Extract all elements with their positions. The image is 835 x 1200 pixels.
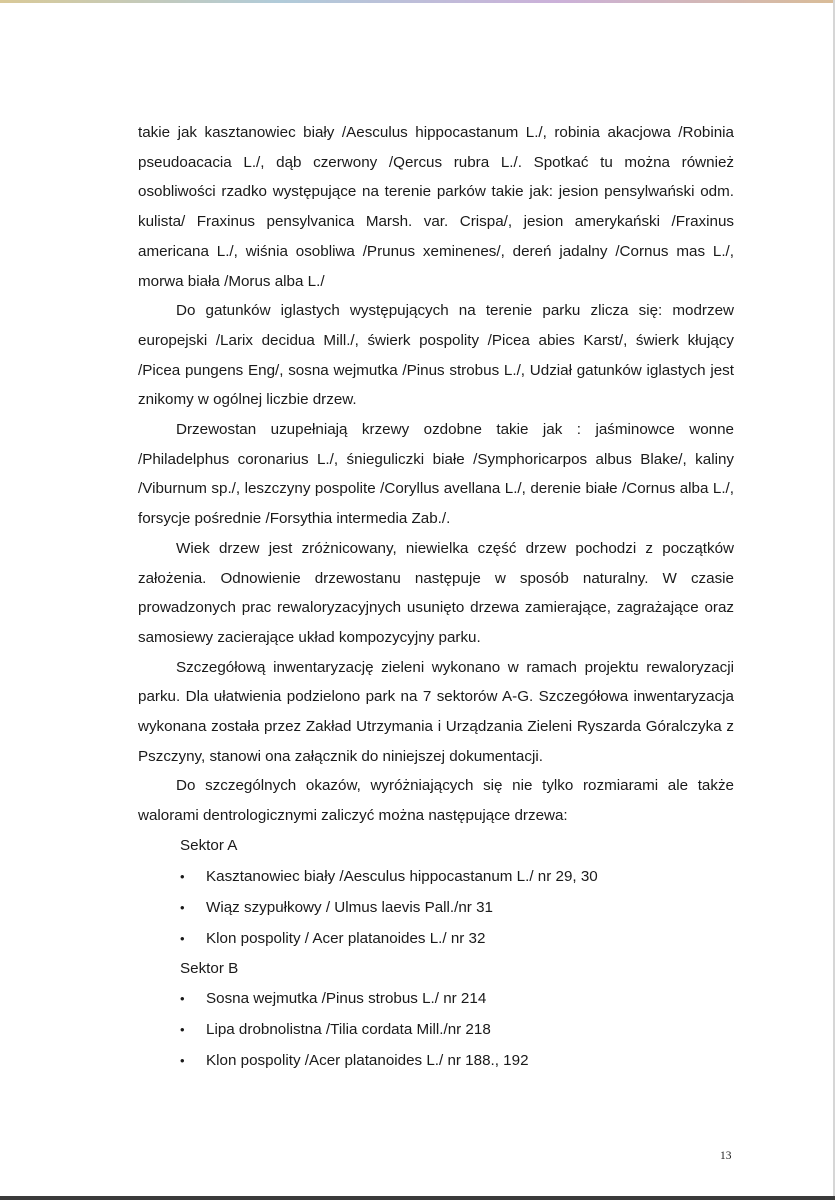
document-body — [138, 118, 734, 1076]
list-item — [180, 892, 734, 923]
list-item — [180, 861, 734, 892]
sector-a-heading: Sektor A — [180, 836, 238, 854]
paragraph-deciduous-species: takie jak kasztanowiec biały /Aesculus hippocastanum L./, robinia akacjowa /Robinia pseudoacacia L./, dąb czerwony /Qercus rubra L./. Spotkać tu można również osobliwości rzadko występujące na terenie parków takie jak: jesion pensylwański odm. kulista/ Fraxinus pensylvanica Marsh. var. Crispa/, jesion amerykański /Fraxinus americana L./, wiśnia osobliwa /Prunus xeminenes/, dereń jadalny /Cornus mas L./, morwa biała /Morus alba L./ — [138, 124, 734, 290]
list-item-text: Sosna wejmutka /Pinus strobus L./ nr 214 — [206, 990, 487, 1008]
bullet-icon: • — [180, 1053, 185, 1069]
sector-b-heading: Sektor B — [180, 959, 239, 977]
paragraph-inventory: Szczegółową inwentaryzację zieleni wykonano w ramach projektu rewaloryzacji parku. Dla ułatwienia podzielono park na 7 sektorów A-G. Szczegółowa inwentaryzacja wykonana została przez Zakład Utrzymania i Urządzania Zieleni Ryszarda Góralczyka z Pszczyny, stanowi ona załącznik do niniejszej dokumentacji. — [138, 658, 734, 765]
list-item-text: Klon pospolity / Acer platanoides L./ nr 32 — [206, 929, 486, 947]
list-item — [180, 923, 734, 954]
scan-edge-top — [0, 0, 835, 3]
list-item-text: Kasztanowiec biały /Aesculus hippocastanum L./ nr 29, 30 — [206, 867, 598, 885]
sector-a-list — [138, 861, 734, 954]
list-item-text: Wiąz szypułkowy / Ulmus laevis Pall./nr 31 — [206, 898, 493, 916]
bullet-icon: • — [180, 899, 185, 915]
paragraph-tree-age: Wiek drzew jest zróżnicowany, niewielka część drzew pochodzi z początków założenia. Odnowienie drzewostanu następuje w sposób naturalny. W czasie prowadzonych prac rewaloryzacyjnych usunięto drzewa zamierające, zagrażające oraz samosiewy zacierające układ kompozycyjny parku. — [138, 539, 734, 646]
bullet-icon: • — [180, 868, 185, 884]
bullet-icon: • — [180, 1022, 185, 1038]
bullet-icon: • — [180, 991, 185, 1007]
paragraph-shrubs: Drzewostan uzupełniają krzewy ozdobne takie jak : jaśminowce wonne /Philadelphus coronarius L./, śnieguliczki białe /Symphoricarpos albus Blake/, kaliny /Viburnum sp./, leszczyny pospolite /Coryllus avellana L./, derenie białe /Cornus alba L./, forsycje pośrednie /Forsythia intermedia Zab./. — [138, 421, 734, 528]
list-item — [180, 983, 734, 1014]
paragraph-conifer-species: Do gatunków iglastych występujących na terenie parku zlicza się: modrzew europejski /Larix decidua Mill./, świerk pospolity /Picea abies Karst/, świerk kłujący /Picea pungens Eng/, sosna wejmutka /Pinus strobus L./, Udział gatunków iglastych jest znikomy w ogólnej liczbie drzew. — [138, 302, 734, 409]
bullet-icon: • — [180, 930, 185, 946]
list-item-text: Klon pospolity /Acer platanoides L./ nr 188., 192 — [206, 1052, 529, 1070]
list-item-text: Lipa drobnolistna /Tilia cordata Mill./nr 218 — [206, 1021, 491, 1039]
paragraph-notable-specimens: Do szczególnych okazów, wyróżniających się nie tylko rozmiarami ale także walorami dentrologicznymi zaliczyć można następujące drzewa: — [138, 777, 734, 825]
scan-edge-bottom — [0, 1196, 835, 1200]
page-number: 13 — [720, 1150, 732, 1162]
list-item — [180, 1014, 734, 1045]
list-item — [180, 1045, 734, 1076]
sector-b-list — [138, 983, 734, 1076]
